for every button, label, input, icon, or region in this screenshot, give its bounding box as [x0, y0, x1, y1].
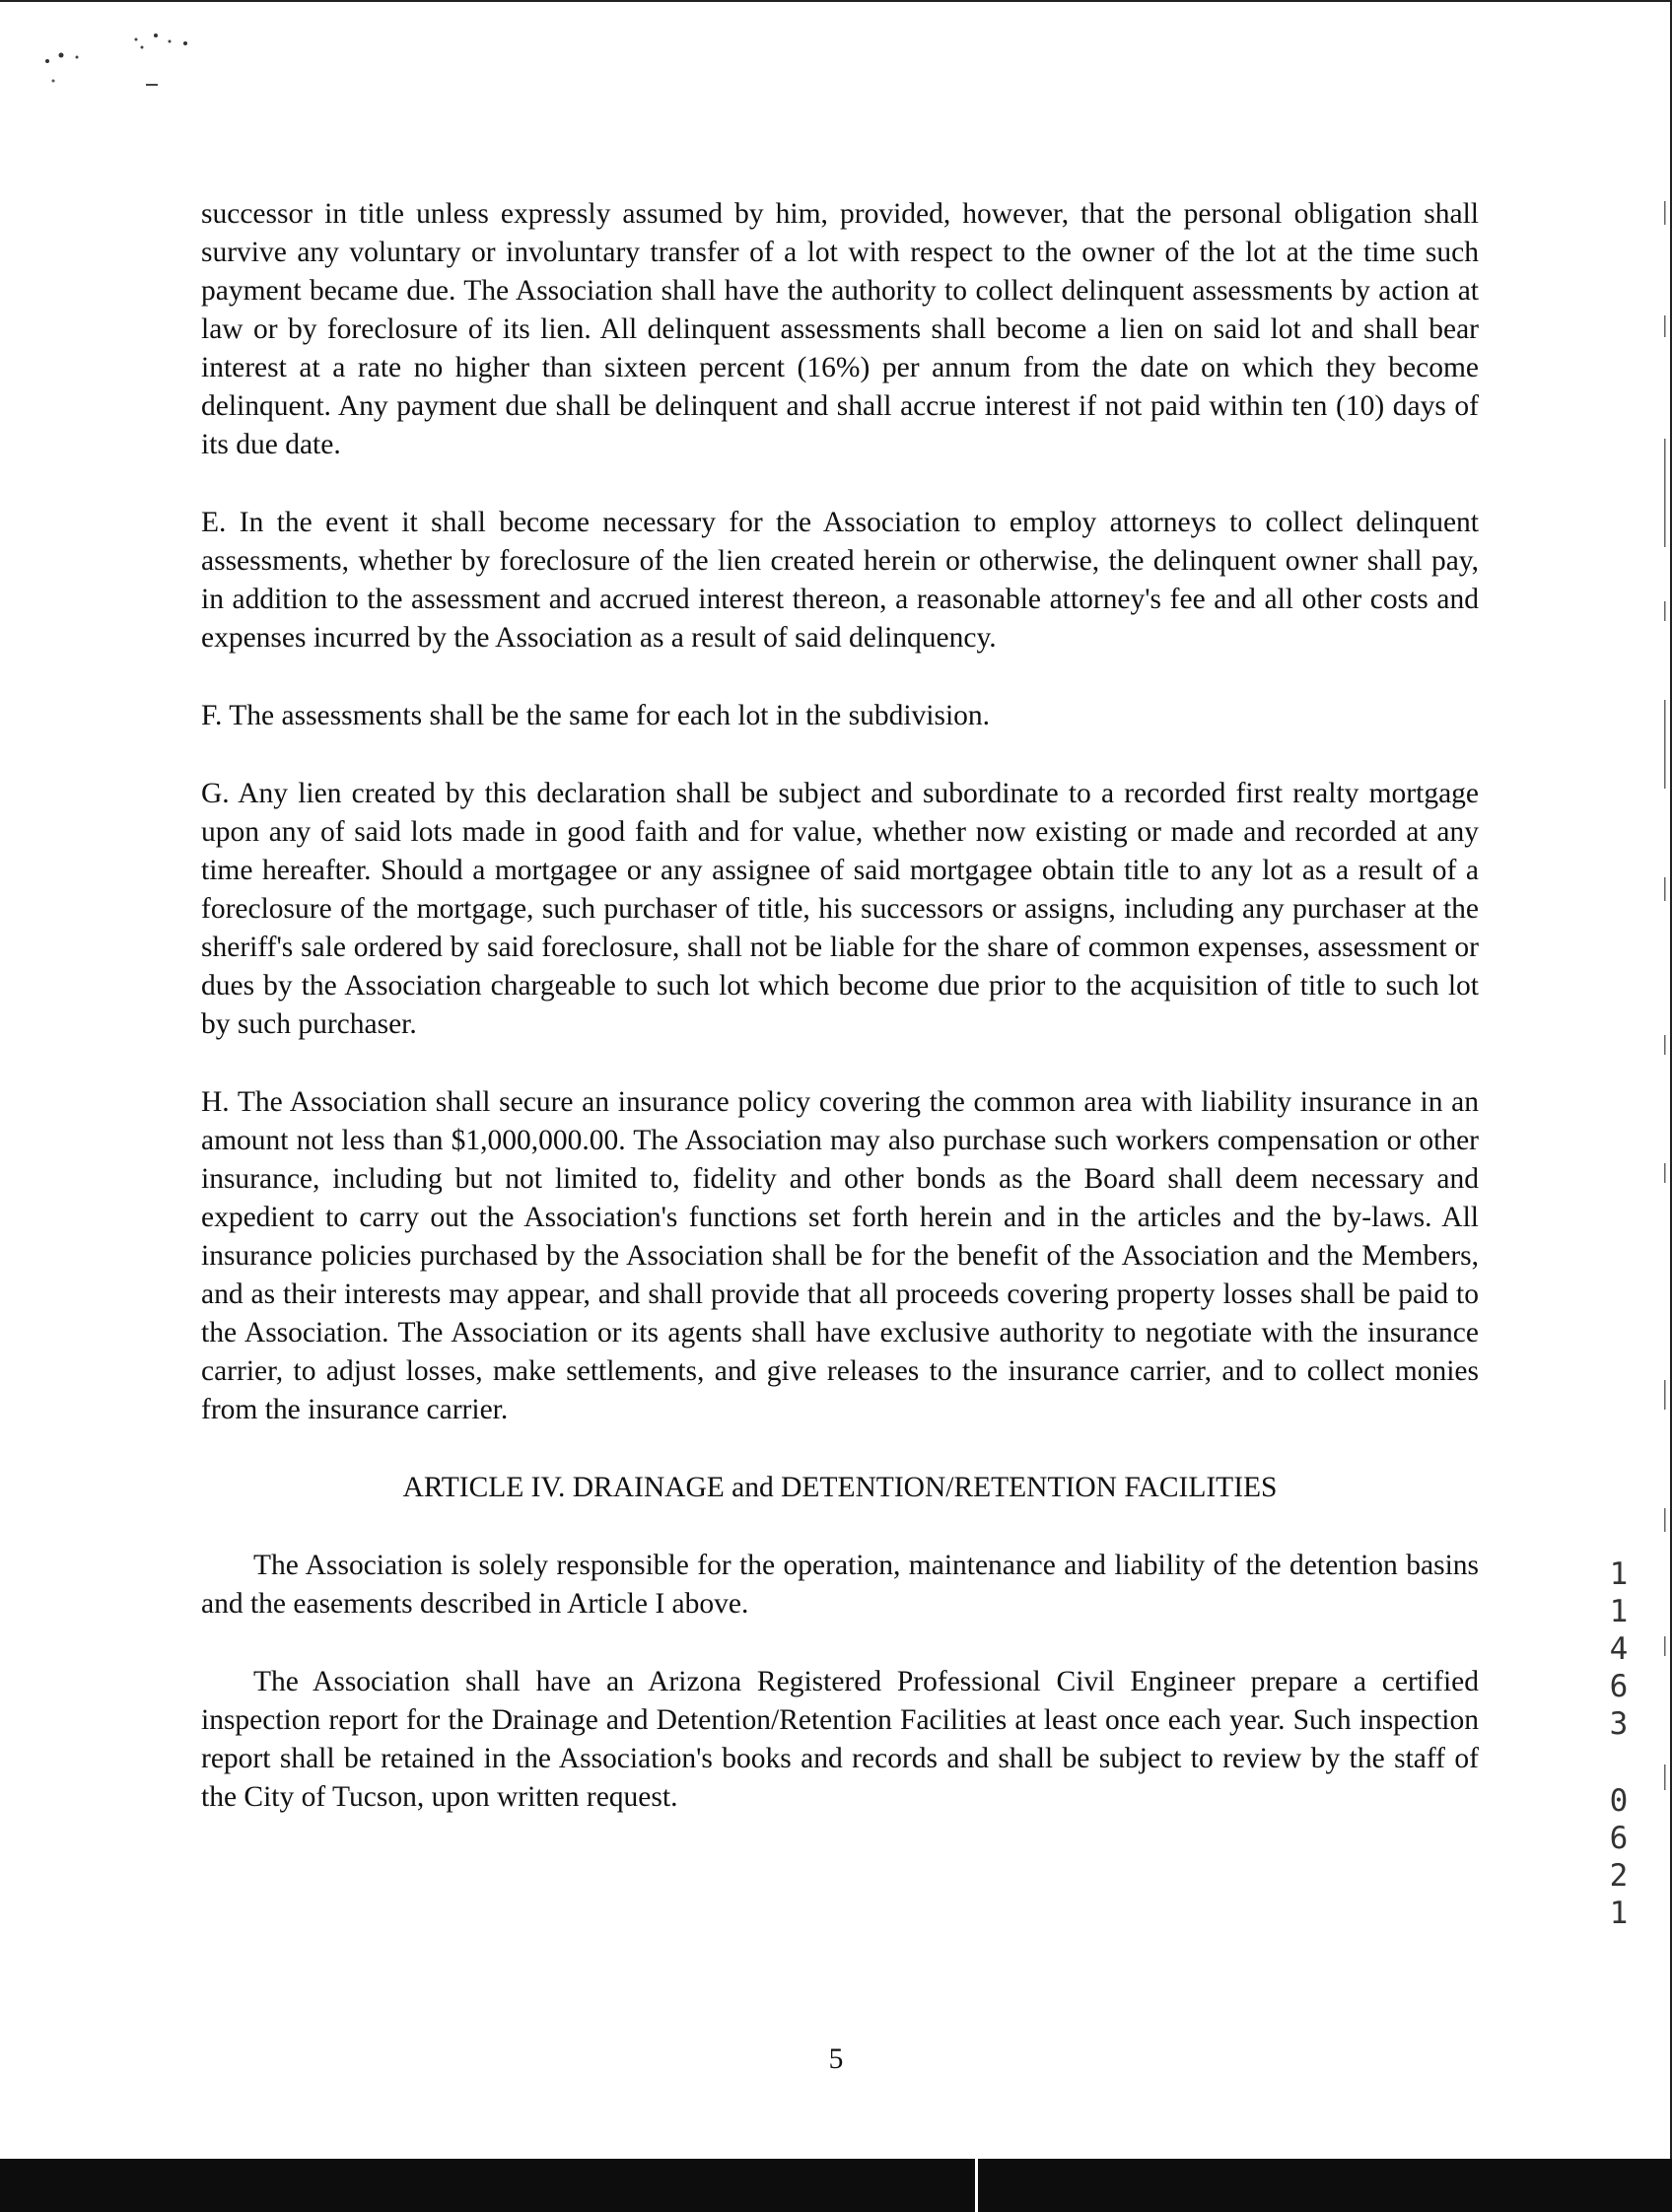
paragraph-continued: successor in title unless expressly assumed by him, provided, however, that the personal obligation shall survive any voluntary or involuntary transfer of a lot with respect to the owner of the lot at the time such payment became due. The Association shall have the authority to collect delinquent assessments by action at law or by foreclosure of its lien. All delinquent assessments shall become a lien on said lot and shall bear interest at a rate no higher than sixteen percent (16%) per annum from the date on which they become delinquent. Any payment due shall be delinquent and shall accrue interest if not paid within ten (10) days of its due date.	[201, 198, 1479, 460]
article-iv-paragraph-1: The Association is solely responsible for the operation, maintenance and liability of the detention basins and the easements described in Article I above.	[201, 1550, 1479, 1620]
article-iv-heading: ARTICLE IV. DRAINAGE and DETENTION/RETENTION FACILITIES	[402, 1472, 1278, 1503]
recording-book-digit: 3	[1609, 1706, 1629, 1742]
recording-book-digit: 6	[1609, 1669, 1629, 1704]
paragraph-e: E. In the event it shall become necessary for the Association to employ attorneys to collect delinquent assessments, whether by foreclosure of the lien created herein or otherwise, the delinquent owner shall pay, in addition to the assessment and accrued interest thereon, a reasonable attorney's fee and all other costs and expenses incurred by the Association as a result of said delinquency.	[201, 507, 1479, 654]
margin-scan-marks	[1662, 187, 1668, 2011]
recording-stamp	[1599, 1555, 1638, 1932]
recording-book-digit: 4	[1609, 1631, 1629, 1667]
document-body	[201, 195, 1479, 1856]
recording-book-digit: 1	[1609, 1594, 1629, 1629]
recording-page-digit: 1	[1609, 1896, 1629, 1931]
paragraph-h: H. The Association shall secure an insurance policy covering the common area with liability insurance in an amount not less than $1,000,000.00. The Association may also purchase such workers compensation or other insurance, including but not limited to, fidelity and other bonds as the Board shall deem necessary and expedient to carry out the Association's functions set forth herein and in the articles and the by-laws. All insurance policies purchased by the Association shall be for the benefit of the Association and the Members, and as their interests may appear, and shall provide that all proceeds covering property losses shall be paid to the Association. The Association or its agents shall have exclusive authority to negotiate with the insurance carrier, to adjust losses, make settlements, and give releases to the insurance carrier, and to collect monies from the insurance carrier.	[201, 1086, 1479, 1425]
article-iv-paragraph-2: The Association shall have an Arizona Registered Professional Civil Engineer prepare a certified inspection report for the Drainage and Detention/Retention Facilities at least once each year. Such inspection report shall be retained in the Association's books and records and shall be subject to review by the staff of the City of Tucson, upon written request.	[201, 1666, 1479, 1813]
scan-bottom-band	[0, 2159, 1672, 2212]
scan-bottom-divider	[975, 2159, 978, 2212]
paragraph-f: F. The assessments shall be the same for each lot in the subdivision.	[201, 700, 991, 731]
recording-stamp-gap	[1599, 1743, 1638, 1782]
recording-page-digit: 2	[1609, 1858, 1629, 1894]
page-top-edge	[0, 0, 1672, 2]
paragraph-g: G. Any lien created by this declaration shall be subject and subordinate to a recorded first realty mortgage upon any of said lots made in good faith and for value, whether now existing or made and recorded at any time hereafter. Should a mortgagee or any assignee of said mortgagee obtain title to any lot as a result of a foreclosure of the mortgage, such purchaser of title, his successors or assigns, including any purchaser at the sheriff's sale ordered by said foreclosure, shall not be liable for the share of common expenses, assessment or dues by the Association chargeable to such lot which become due prior to the acquisition of title to such lot by such purchaser.	[201, 778, 1479, 1040]
page-number: 5	[828, 2043, 844, 2075]
recording-page-digit: 0	[1609, 1783, 1629, 1819]
scan-specks	[39, 20, 217, 99]
recording-page-digit: 6	[1609, 1821, 1629, 1856]
recording-book-digit: 1	[1609, 1556, 1629, 1592]
